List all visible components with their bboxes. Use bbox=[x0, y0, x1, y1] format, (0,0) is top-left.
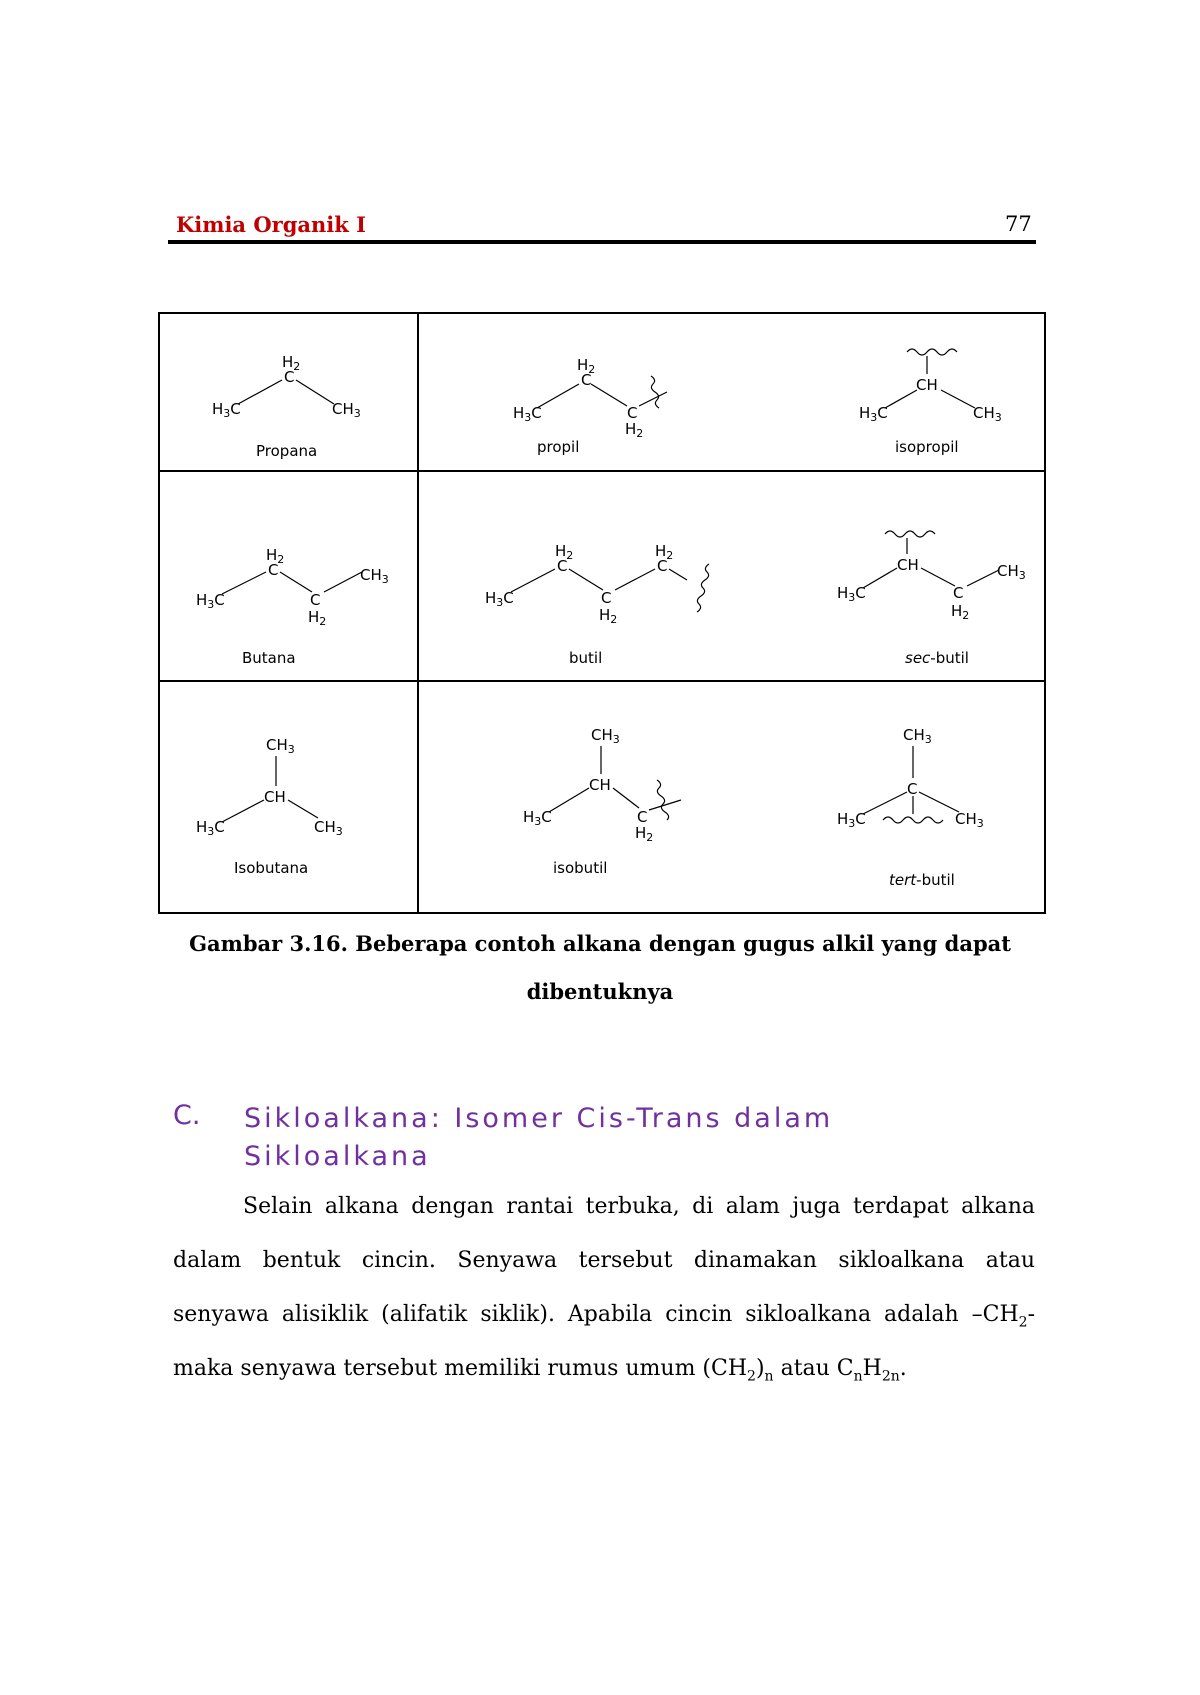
atom-c: C bbox=[953, 584, 964, 602]
atom-ch3: $CH_3$ bbox=[973, 404, 1003, 424]
atom-c: C bbox=[657, 557, 668, 575]
atom-h3c: $H_3C$ bbox=[523, 808, 553, 828]
atom-h3c: $H_3C$ bbox=[196, 818, 225, 838]
propil-isopropil-structures bbox=[419, 314, 1048, 470]
wavy-bond bbox=[657, 780, 669, 820]
atom-ch: CH bbox=[916, 376, 939, 394]
atom-h2: $H_2$ bbox=[266, 546, 285, 566]
page-number: 77 bbox=[1005, 212, 1032, 236]
cell-butil-secbutil bbox=[418, 471, 1045, 681]
atom-ch: CH bbox=[264, 788, 286, 806]
atom-ch3: $CH_3$ bbox=[332, 400, 361, 420]
cell-propana bbox=[159, 313, 418, 471]
paragraph-text: ) bbox=[755, 1356, 765, 1381]
subscript: n bbox=[764, 1368, 774, 1385]
atom-c: C bbox=[581, 371, 592, 389]
alkyl-figure-table bbox=[158, 312, 1046, 914]
cell-propil-isopropil bbox=[418, 313, 1045, 471]
subscript: n bbox=[853, 1368, 863, 1385]
paragraph-text: - maka senyawa tersebut memiliki rumus umum (CH bbox=[173, 1302, 1035, 1381]
cell-isobutil-tertbutil bbox=[418, 681, 1045, 913]
paragraph-text: . bbox=[899, 1356, 907, 1381]
atom-h2: $H_2$ bbox=[282, 353, 301, 373]
label-propil: propil bbox=[537, 438, 580, 456]
wavy-bond bbox=[651, 376, 659, 408]
atom-c: C bbox=[268, 561, 279, 579]
atom-ch3: $CH_3$ bbox=[360, 566, 389, 586]
atom-c: C bbox=[637, 808, 648, 826]
atom-h2: $H_2$ bbox=[555, 542, 574, 562]
cell-butana bbox=[159, 471, 418, 681]
atom-h3c: $H_3C$ bbox=[837, 810, 867, 830]
label-isobutil: isobutil bbox=[553, 859, 608, 877]
atom-h3c: $H_3C$ bbox=[513, 404, 543, 424]
atom-c: C bbox=[310, 591, 321, 609]
atom-h3c: $H_3C$ bbox=[485, 589, 515, 609]
running-header-title: Kimia Organik I bbox=[176, 212, 366, 237]
subscript: 2n bbox=[881, 1368, 900, 1385]
atom-ch3: $CH_3$ bbox=[955, 810, 985, 830]
atom-h2: $H_2$ bbox=[308, 608, 327, 628]
wavy-bond bbox=[697, 564, 709, 612]
atom-h3c: $H_3C$ bbox=[859, 404, 889, 424]
caption-line-2: dibentuknya bbox=[526, 979, 674, 1004]
atom-c: C bbox=[557, 557, 568, 575]
atom-h2: $H_2$ bbox=[577, 356, 596, 376]
atom-c: C bbox=[907, 780, 918, 798]
butil-secbutil-structures bbox=[419, 472, 1048, 680]
label-sec-prefix: sec bbox=[905, 649, 931, 667]
paragraph-text: Selain alkana dengan rantai terbuka, di alam juga terdapat alkana dalam bentuk cincin. Senyawa tersebut dinamakan sikloalkana atau senyawa alisiklik (alifatik siklik). Apabila cincin sikloalkana adalah –CH bbox=[173, 1194, 1035, 1327]
atom-h2: $H_2$ bbox=[625, 420, 644, 440]
atom-h3c: $H_3C$ bbox=[196, 591, 225, 611]
wavy-bond bbox=[907, 349, 957, 355]
paragraph-text: atau C bbox=[773, 1356, 854, 1381]
atom-ch: CH bbox=[897, 556, 920, 574]
atom-ch3: $CH_3$ bbox=[591, 726, 621, 746]
paragraph-text: H bbox=[862, 1356, 882, 1381]
section-title bbox=[244, 1100, 964, 1176]
label-sec-rest: -butil bbox=[930, 649, 970, 667]
isobutana-structure bbox=[160, 682, 419, 912]
atom-ch3: $CH_3$ bbox=[266, 736, 295, 756]
atom-c: C bbox=[601, 589, 612, 607]
label-propana: Propana bbox=[256, 442, 318, 460]
label-butana: Butana bbox=[242, 649, 296, 667]
label-tert-prefix: tert bbox=[889, 871, 917, 889]
propana-structure bbox=[160, 314, 419, 470]
label-isopropil: isopropil bbox=[895, 438, 959, 456]
label-butil: butil bbox=[569, 649, 603, 667]
header-rule bbox=[168, 240, 1036, 244]
caption-line-1: Gambar 3.16. Beberapa contoh alkana dengan gugus alkil yang dapat bbox=[189, 931, 1011, 956]
isobutil-tertbutil-structures bbox=[419, 682, 1048, 912]
butana-structure bbox=[160, 472, 419, 680]
atom-h2: $H_2$ bbox=[599, 606, 618, 626]
atom-h2: $H_2$ bbox=[655, 542, 674, 562]
atom-ch3: $CH_3$ bbox=[903, 726, 933, 746]
figure-caption bbox=[168, 920, 1032, 1016]
section-title-line-1: Sikloalkana: Isomer Cis-Trans dalam bbox=[244, 1103, 834, 1134]
wavy-bond bbox=[883, 817, 943, 823]
label-isobutana: Isobutana bbox=[234, 859, 309, 877]
atom-c: C bbox=[284, 368, 295, 386]
atom-ch3: $CH_3$ bbox=[997, 562, 1027, 582]
atom-c: C bbox=[627, 404, 638, 422]
atom-ch3: $CH_3$ bbox=[314, 818, 343, 838]
section-letter: C. bbox=[173, 1100, 201, 1131]
subscript: 2 bbox=[1018, 1314, 1028, 1331]
atom-h3c: $H_3C$ bbox=[212, 400, 241, 420]
label-tert-butil bbox=[889, 871, 955, 889]
atom-h2: $H_2$ bbox=[951, 602, 970, 622]
atom-h3c: $H_3C$ bbox=[837, 584, 867, 604]
body-paragraph bbox=[173, 1180, 1035, 1396]
atom-ch: CH bbox=[589, 776, 612, 794]
wavy-bond bbox=[885, 531, 935, 537]
section-title-line-2: Sikloalkana bbox=[244, 1141, 431, 1172]
subscript: 2 bbox=[747, 1368, 756, 1385]
atom-h2: $H_2$ bbox=[635, 824, 654, 844]
label-tert-rest: -butil bbox=[916, 871, 956, 889]
label-sec-butil bbox=[905, 649, 969, 667]
cell-isobutana bbox=[159, 681, 418, 913]
